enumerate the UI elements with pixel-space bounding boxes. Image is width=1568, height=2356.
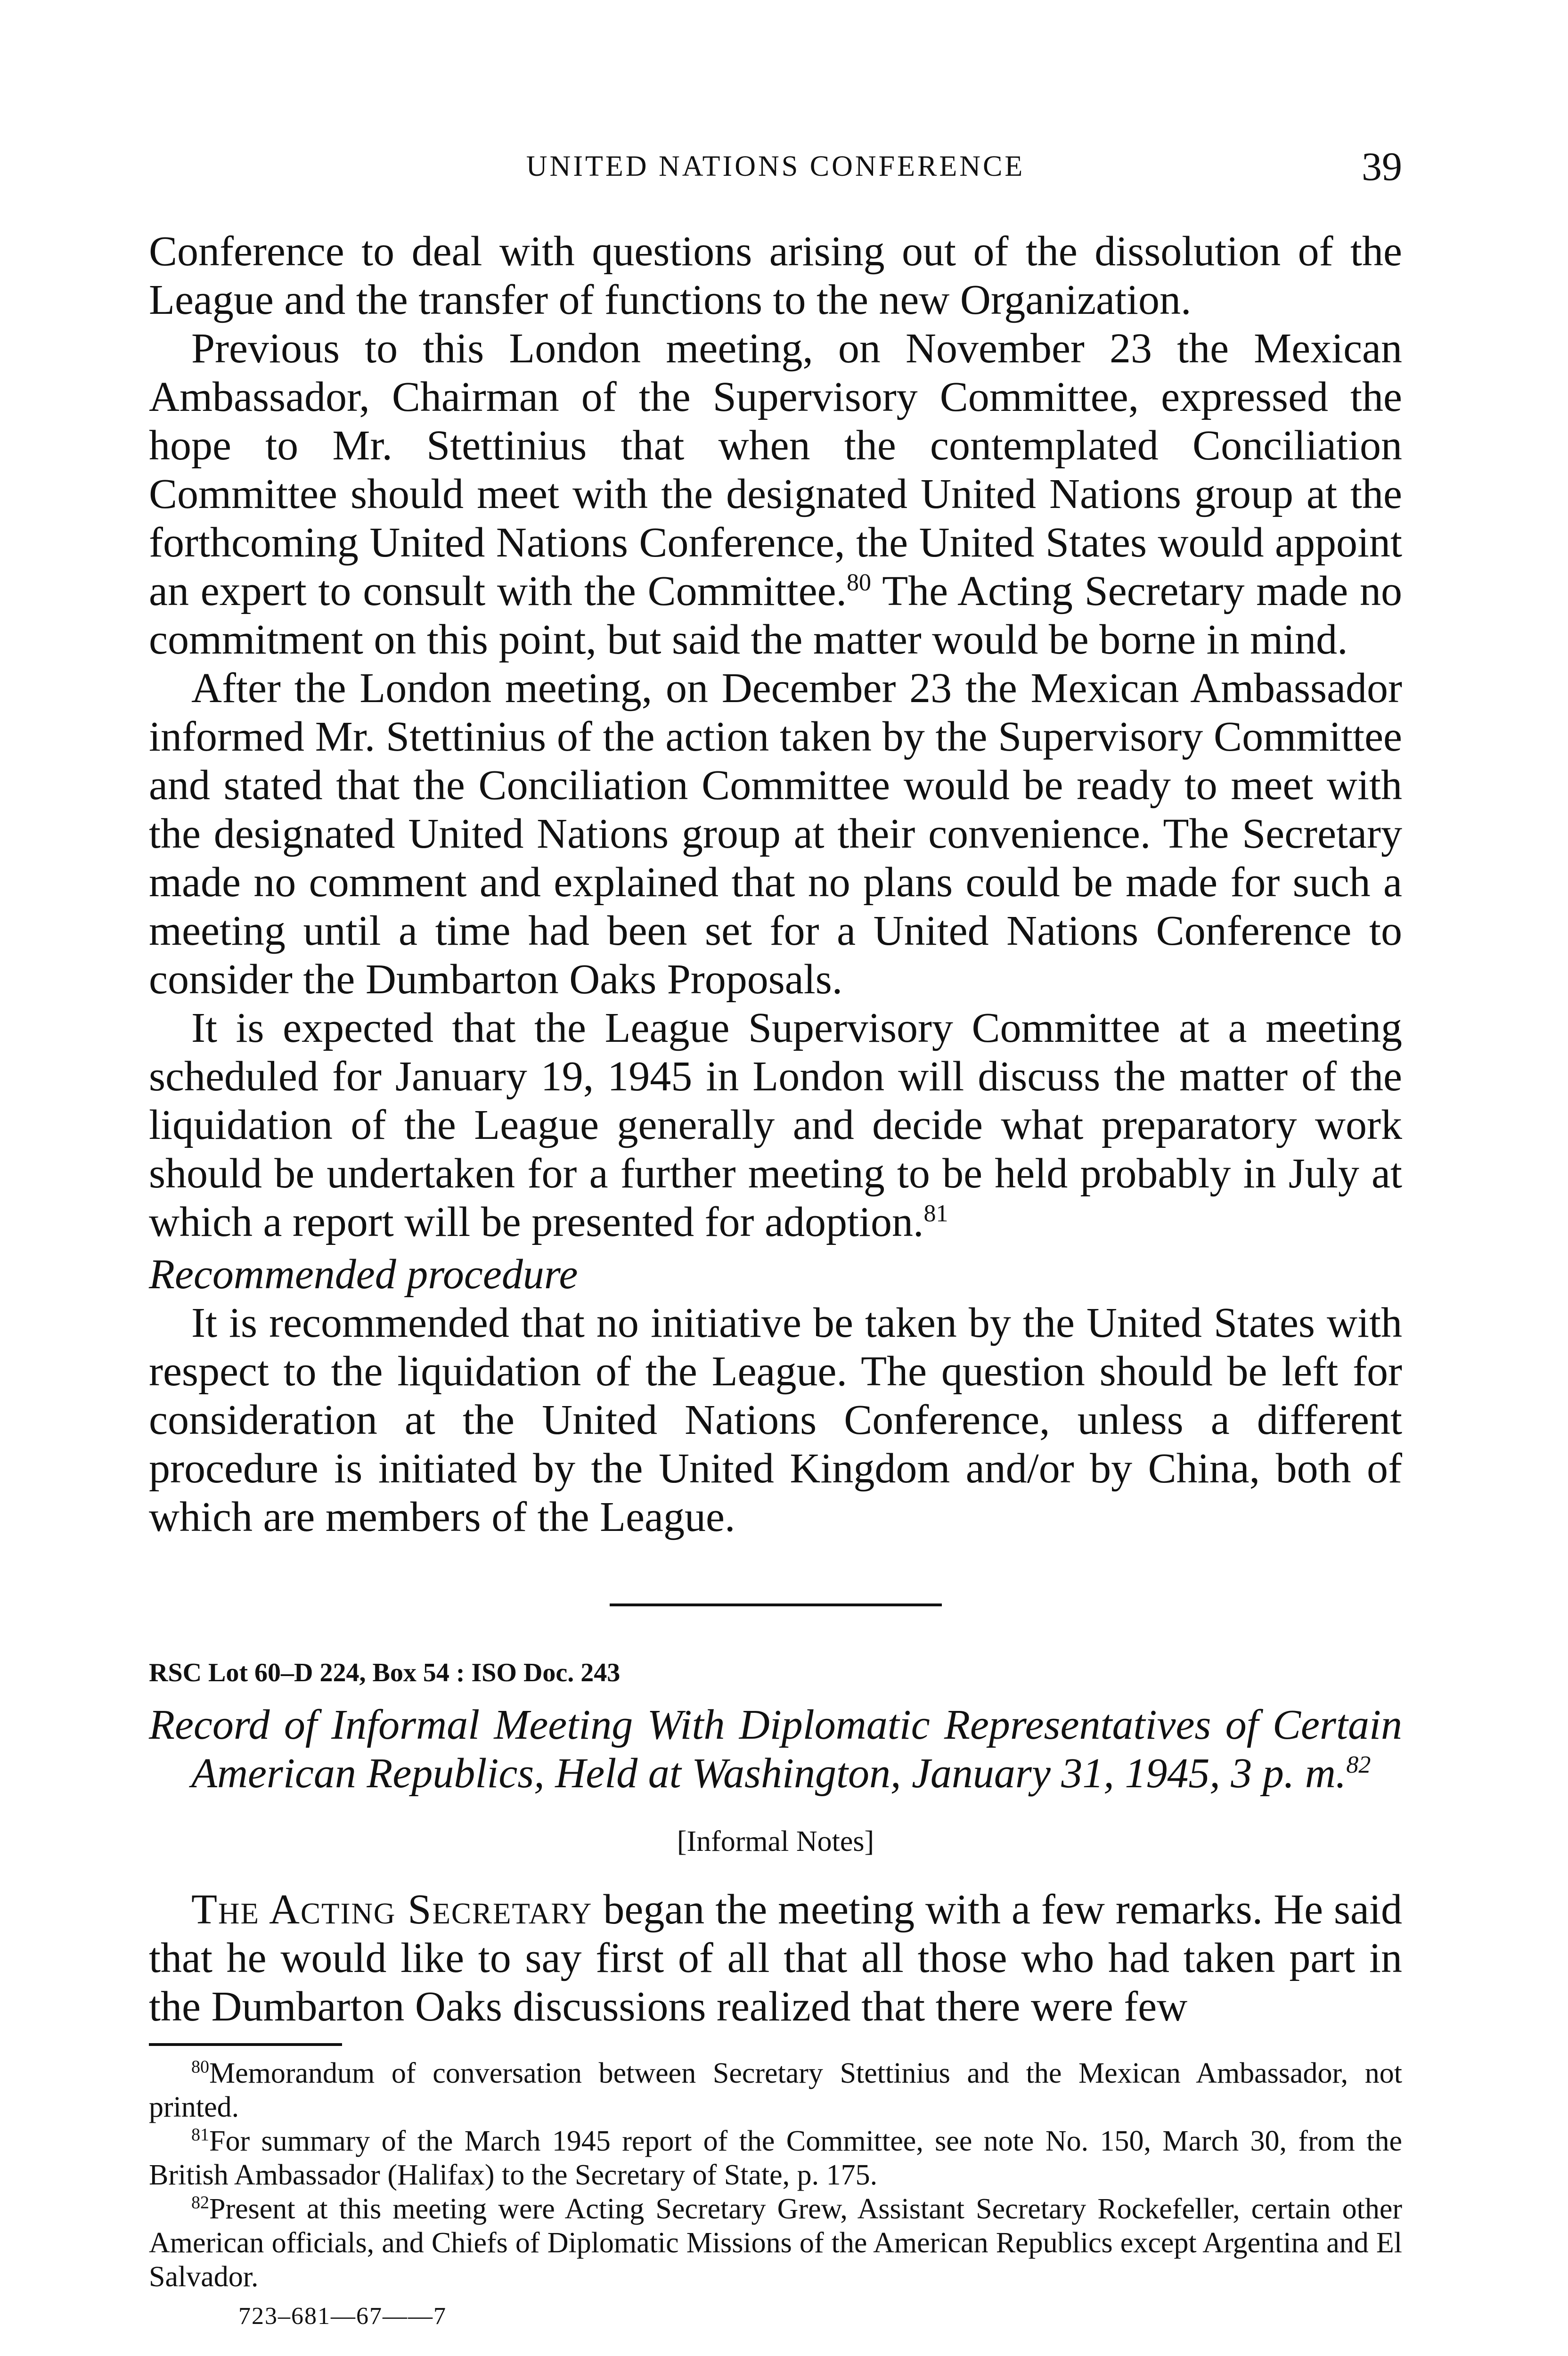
page-number: 39	[1362, 144, 1402, 189]
footnote-80	[149, 2056, 1402, 2124]
speaker-name: The Acting Secretary	[191, 1886, 593, 1933]
printer-line: 723–681—67——7	[238, 2303, 447, 2330]
paragraph-london-meeting-previous	[149, 324, 1402, 664]
footnote-ref-80: 80	[847, 569, 872, 596]
paragraph-text: Previous to this London meeting, on November 23 the Mexican Ambassador, Chairman of the Supervisory Committee, expressed the hope to Mr. Stettinius that when the contemplated Conciliation Committee should meet with the designated United Nations group at the forthcoming United Nations Conference, the United States would appoint an expert to consult with the Committee.	[149, 325, 1402, 614]
footnote-divider	[149, 2043, 342, 2046]
paragraph-continued: Conference to deal with questions arising out of the dissolution of the League and the transfer of functions to the new Organization.	[149, 228, 1402, 323]
footnote-number: 80	[191, 2057, 209, 2077]
paragraph-recommendation: It is recommended that no initiative be taken by the United States with respect to the liquidation of the League. The question should be left for consideration at the United Nations Conference, unless a different procedure is initiated by the United Kingdom and/or by China, both of which are members of the League.	[149, 1300, 1402, 1540]
paragraph-meeting-opening	[149, 1885, 1402, 2031]
paragraph-expected	[149, 1004, 1402, 1246]
footnote-text: Memorandum of conversation between Secretary Stettinius and the Mexican Ambassador, not printed.	[149, 2057, 1402, 2123]
paragraph-text: The Acting Secretary made no commitment on this point, but said the matter would be borne in mind.	[149, 568, 1403, 663]
page-header	[149, 140, 1402, 192]
footnote-text: Present at this meeting were Acting Secretary Grew, Assistant Secretary Rockefeller, certain other American officials, and Chiefs of Diplomatic Missions of the American Republics except Argentina and El Salvador.	[149, 2193, 1402, 2293]
running-head: UNITED NATIONS CONFERENCE	[526, 150, 1025, 182]
footnote-number: 81	[191, 2125, 209, 2145]
paragraph-text: began the meeting with a few remarks. He said that he would like to say first of all that all those who had taken part in the Dumbarton Oaks discussions realized that there were few	[149, 1886, 1402, 2030]
document-title-text: Record of Informal Meeting With Diplomatic Representatives of Certain American Republics, Held at Washington, January 31, 1945, 3 p. m.	[149, 1702, 1402, 1797]
paragraph-text: It is expected that the League Supervisory Committee at a meeting scheduled for January 19, 1945 in London will discuss the matter of the liquidation of the League generally and decide what preparatory work should be undertaken for a further meeting to be held probably in July at which a report will be presented for adoption.	[149, 1005, 1402, 1245]
footnote-82	[149, 2192, 1402, 2294]
footnote-ref-81: 81	[923, 1200, 948, 1227]
footnote-ref-82: 82	[1346, 1751, 1371, 1778]
page-body	[149, 227, 1402, 2330]
footnotes	[149, 2056, 1402, 2294]
informal-notes-label: [Informal Notes]	[677, 1825, 874, 1857]
section-divider	[610, 1603, 942, 1606]
section-heading-recommended-procedure: Recommended procedure	[149, 1251, 578, 1298]
document-source-line: RSC Lot 60–D 224, Box 54 : ISO Doc. 243	[149, 1658, 621, 1687]
footnote-number: 82	[191, 2192, 209, 2213]
footnote-81	[149, 2124, 1402, 2192]
paragraph-after-london-meeting: After the London meeting, on December 23 the Mexican Ambassador informed Mr. Stettinius of the action taken by the Supervisory Committee and stated that the Conciliation Committee would be ready to meet with the designated United Nations group at their convenience. The Secretary made no comment and explained that no plans could be made for such a meeting until a time had been set for a United Nations Conference to consider the Dumbarton Oaks Proposals.	[149, 665, 1402, 1003]
footnote-text: For summary of the March 1945 report of the Committee, see note No. 150, March 30, from the British Ambassador (Halifax) to the Secretary of State, p. 175.	[149, 2125, 1402, 2191]
document-title	[149, 1701, 1402, 1798]
